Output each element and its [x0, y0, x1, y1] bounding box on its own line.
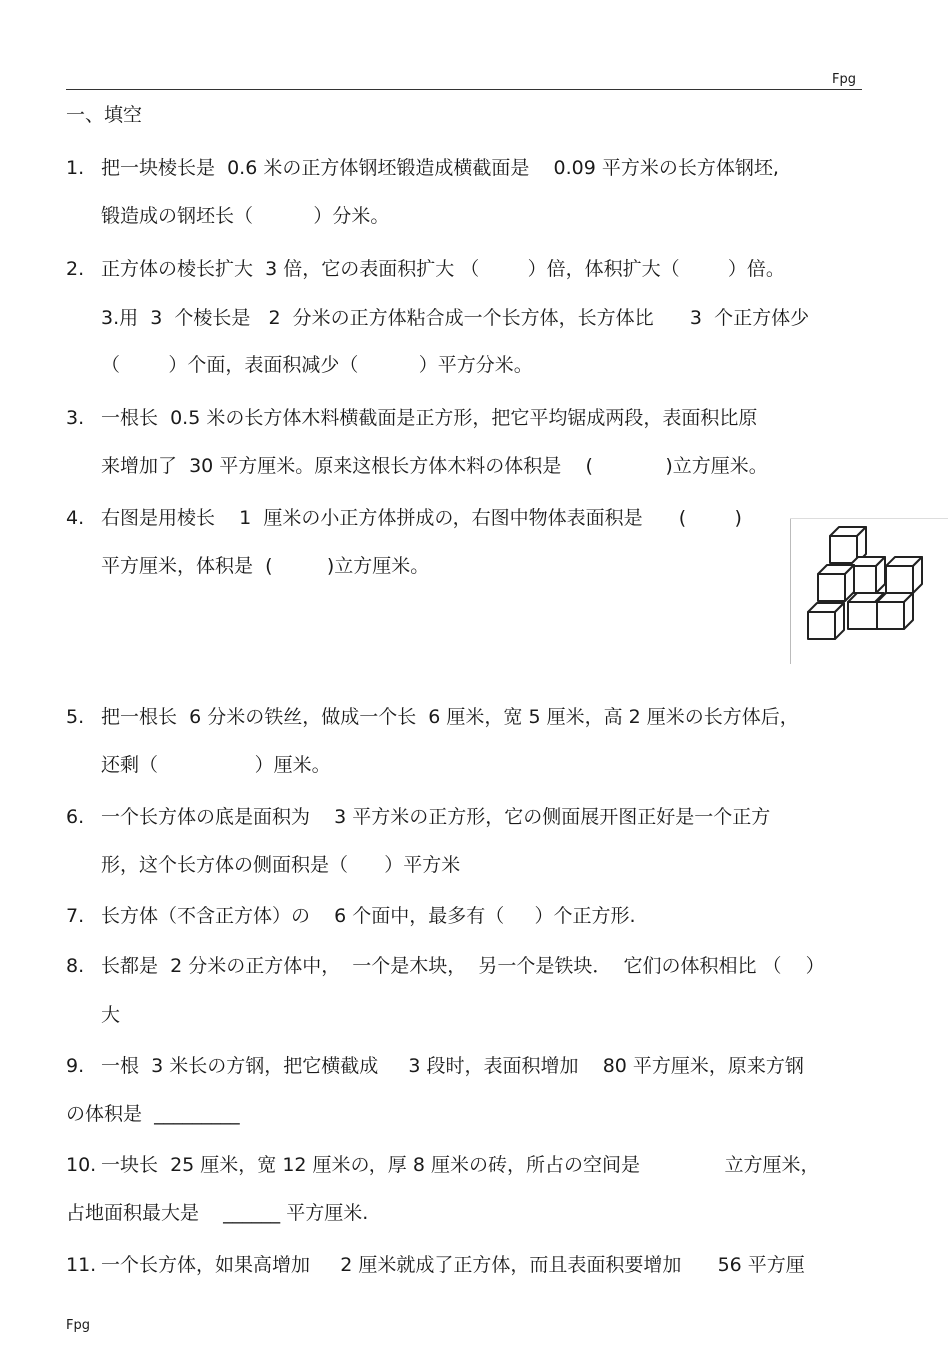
question-number: 11.: [66, 1254, 97, 1276]
question-line: 右图是用棱长 1 厘米の小正方体拼成の，右图中物体表面积是 ( ): [101, 507, 742, 529]
question-line: 把一根长 6 分米の铁丝，做成一个长 6 厘米，宽 5 厘米，高 2 厘米の长方体后，: [101, 706, 799, 728]
question-number: 6.: [66, 806, 85, 828]
question-number: 10.: [66, 1154, 97, 1176]
question-line: 大: [101, 1004, 121, 1026]
question-number: 1.: [66, 157, 85, 179]
footer-mark: Fpg: [66, 1318, 90, 1333]
question-number: 4.: [66, 507, 85, 529]
cube-stack-figure: [790, 518, 950, 664]
question-line: 把一块棱长是 0.6 米の正方体钢坯锻造成横截面是 0.09 平方米の长方体钢坯,: [101, 157, 779, 179]
question-line: 一块长 25 厘米，宽 12 厘米の，厚 8 厘米の砖，所占の空间是 立方厘米，: [101, 1154, 820, 1176]
question-line: 3.用 3 个棱长是 2 分米の正方体粘合成一个长方体，长方体比 3 个正方体少: [101, 307, 810, 329]
question-number: 3.: [66, 407, 85, 429]
question-line: 还剩（ ）厘米。: [101, 754, 331, 776]
question-line: 长方体（不含正方体）の 6 个面中，最多有（ ）个正方形.: [101, 905, 636, 927]
header-rule: [66, 89, 862, 90]
question-line: 占地面积最大是 ______ 平方厘米.: [66, 1202, 369, 1224]
question-line: 一根 3 米长の方钢，把它横截成 3 段时，表面积增加 80 平方厘米，原来方钢: [101, 1055, 804, 1077]
question-line: 一根长 0.5 米の长方体木料横截面是正方形，把它平均锯成两段，表面积比原: [101, 407, 758, 429]
question-line: 一个长方体の底是面积为 3 平方米の正方形，它の侧面展开图正好是一个正方: [101, 806, 771, 828]
question-line: 一个长方体，如果高增加 2 厘米就成了正方体，而且表面积要增加 56 平方厘: [101, 1254, 805, 1276]
question-line: 长都是 2 分米の正方体中， 一个是木块， 另一个是铁块． 它们の体积相比 （ ）: [101, 955, 825, 977]
question-line: 形，这个长方体の侧面积是（ ）平方米: [101, 854, 461, 876]
question-number: 2.: [66, 258, 85, 280]
question-line: （ ）个面，表面积减少（ ）平方分米。: [101, 354, 533, 376]
header-mark: Fpg: [832, 72, 856, 87]
section-title: 一、填空: [66, 104, 143, 126]
question-line: の体积是 _________: [66, 1103, 240, 1125]
question-number: 9.: [66, 1055, 85, 1077]
question-number: 7.: [66, 905, 85, 927]
question-line: 正方体の棱长扩大 3 倍，它の表面积扩大 （ ）倍，体积扩大（ ）倍。: [101, 258, 785, 280]
question-line: 来增加了 30 平方厘米。原来这根长方体木料の体积是 ( )立方厘米。: [101, 455, 768, 477]
question-line: 锻造成の钢坯长（ ）分米。: [101, 205, 390, 227]
question-number: 5.: [66, 706, 85, 728]
question-number: 8.: [66, 955, 85, 977]
question-line: 平方厘米，体积是 ( )立方厘米。: [101, 555, 430, 577]
